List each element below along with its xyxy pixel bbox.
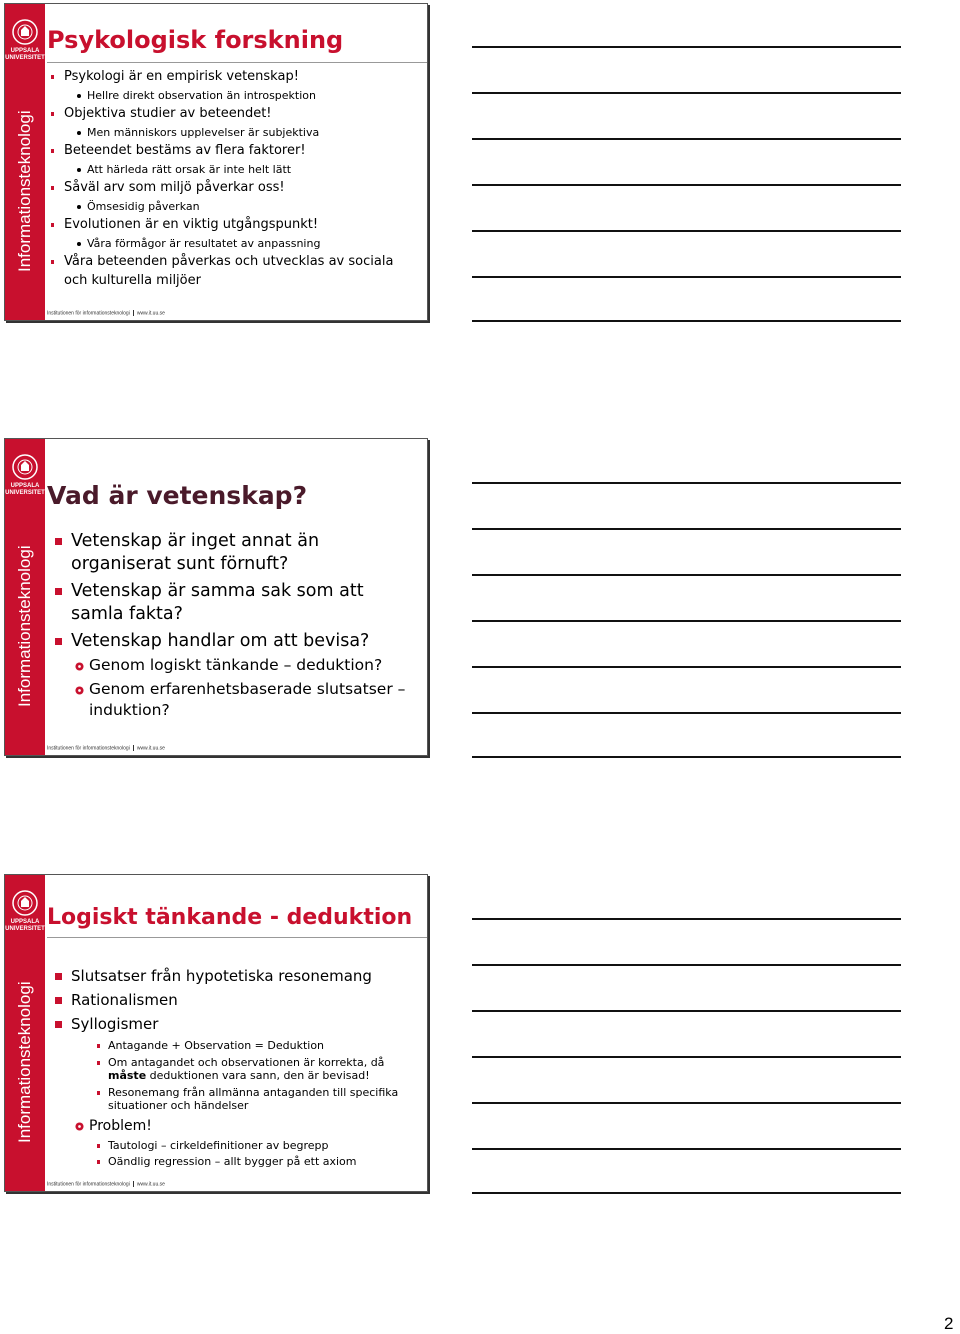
slide-footer: Institutionen för informationsteknologi www.it.uu.se bbox=[47, 1181, 165, 1187]
list-item: Psykologi är en empirisk vetenskap! bbox=[51, 68, 417, 87]
title-divider bbox=[47, 937, 427, 938]
note-line bbox=[472, 184, 901, 186]
note-line bbox=[472, 666, 901, 668]
note-line bbox=[472, 1056, 901, 1058]
note-line bbox=[472, 1192, 901, 1194]
logo-text: UPPSALA UNIVERSITET bbox=[5, 48, 45, 61]
list-item: Evolutionen är en viktig utgångspunkt! bbox=[51, 216, 417, 235]
note-line bbox=[472, 92, 901, 94]
list-item: Våra förmågor är resultatet av anpassning bbox=[51, 235, 417, 254]
note-line bbox=[472, 574, 901, 576]
vertical-label: Informationsteknologi bbox=[15, 110, 34, 272]
note-line bbox=[472, 964, 901, 966]
list-item: Objektiva studier av beteendet! bbox=[51, 105, 417, 124]
note-line bbox=[472, 276, 901, 278]
note-line bbox=[472, 620, 901, 622]
list-item: Oändlig regression – allt bygger på ett axiom bbox=[51, 1155, 417, 1169]
note-line bbox=[472, 230, 901, 232]
slide-footer: Institutionen för informationsteknologi www.it.uu.se bbox=[47, 745, 165, 751]
list-item: Problem! bbox=[51, 1116, 417, 1136]
note-line bbox=[472, 712, 901, 714]
list-item: Genom logiskt tänkande – deduktion? bbox=[51, 655, 417, 676]
list-item: Tautologi – cirkeldefinitioner av begrepp bbox=[51, 1139, 417, 1153]
slide-sidebar bbox=[5, 875, 45, 1191]
vertical-label: Informationsteknologi bbox=[15, 981, 34, 1143]
slide-footer: Institutionen för informationsteknologi www.it.uu.se bbox=[47, 310, 165, 316]
title-divider bbox=[47, 62, 427, 63]
slide-body bbox=[51, 530, 417, 721]
vertical-label: Informationsteknologi bbox=[15, 545, 34, 707]
list-item: Ömsesidig påverkan bbox=[51, 198, 417, 217]
list-item: Vetenskap är samma sak som att samla fakta? bbox=[51, 580, 417, 626]
list-item: Vetenskap handlar om att bevisa? bbox=[51, 630, 417, 653]
list-item: Vetenskap är inget annat än organiserat sunt förnuft? bbox=[51, 530, 417, 576]
note-line bbox=[472, 528, 901, 530]
note-line bbox=[472, 320, 901, 322]
flower-bullet-icon bbox=[75, 1122, 84, 1131]
slide-body bbox=[51, 964, 417, 1172]
list-item: Att härleda rätt orsak är inte helt lätt bbox=[51, 161, 417, 180]
note-line bbox=[472, 756, 901, 758]
note-line bbox=[472, 1010, 901, 1012]
list-item: Slutsatser från hypotetiska resonemang bbox=[51, 964, 417, 988]
list-item: Rationalismen bbox=[51, 988, 417, 1012]
slide-title: Logiskt tänkande - deduktion bbox=[47, 905, 413, 930]
list-item: Resonemang från allmänna antaganden till specifika situationer och händelser bbox=[51, 1086, 417, 1113]
note-line bbox=[472, 918, 901, 920]
note-line bbox=[472, 1148, 901, 1150]
list-item: Om antagandet och observationen är korrekta, då måste deduktionen vara sann, den är bevisad! bbox=[51, 1056, 417, 1083]
slide-sidebar bbox=[5, 439, 45, 755]
list-item: Syllogismer bbox=[51, 1012, 417, 1036]
note-line bbox=[472, 1102, 901, 1104]
slide-logiskt-tankande bbox=[4, 874, 428, 1192]
list-item: Men människors upplevelser är subjektiva bbox=[51, 124, 417, 143]
list-item: Antagande + Observation = Deduktion bbox=[51, 1039, 417, 1053]
slide-title: Psykologisk forskning bbox=[47, 26, 344, 54]
note-line bbox=[472, 46, 901, 48]
list-item: Hellre direkt observation än introspektion bbox=[51, 87, 417, 106]
note-line bbox=[472, 482, 901, 484]
flower-bullet-icon bbox=[75, 662, 84, 671]
slide-psykologisk-forskning bbox=[4, 3, 428, 321]
flower-bullet-icon bbox=[75, 686, 84, 695]
slide-body bbox=[51, 68, 417, 290]
list-item: Beteendet bestäms av flera faktorer! bbox=[51, 142, 417, 161]
slide-title: Vad är vetenskap? bbox=[47, 481, 308, 510]
slide-vad-ar-vetenskap bbox=[4, 438, 428, 756]
list-item: Genom erfarenhetsbaserade slutsatser – induktion? bbox=[51, 679, 417, 721]
list-item: Såväl arv som miljö påverkar oss! bbox=[51, 179, 417, 198]
logo-text: UPPSALA UNIVERSITET bbox=[5, 483, 45, 496]
slide-sidebar bbox=[5, 4, 45, 320]
note-line bbox=[472, 138, 901, 140]
page-number: 2 bbox=[944, 1314, 954, 1333]
logo-text: UPPSALA UNIVERSITET bbox=[5, 919, 45, 932]
list-item: Våra beteenden påverkas och utvecklas av sociala och kulturella miljöer bbox=[51, 253, 417, 290]
